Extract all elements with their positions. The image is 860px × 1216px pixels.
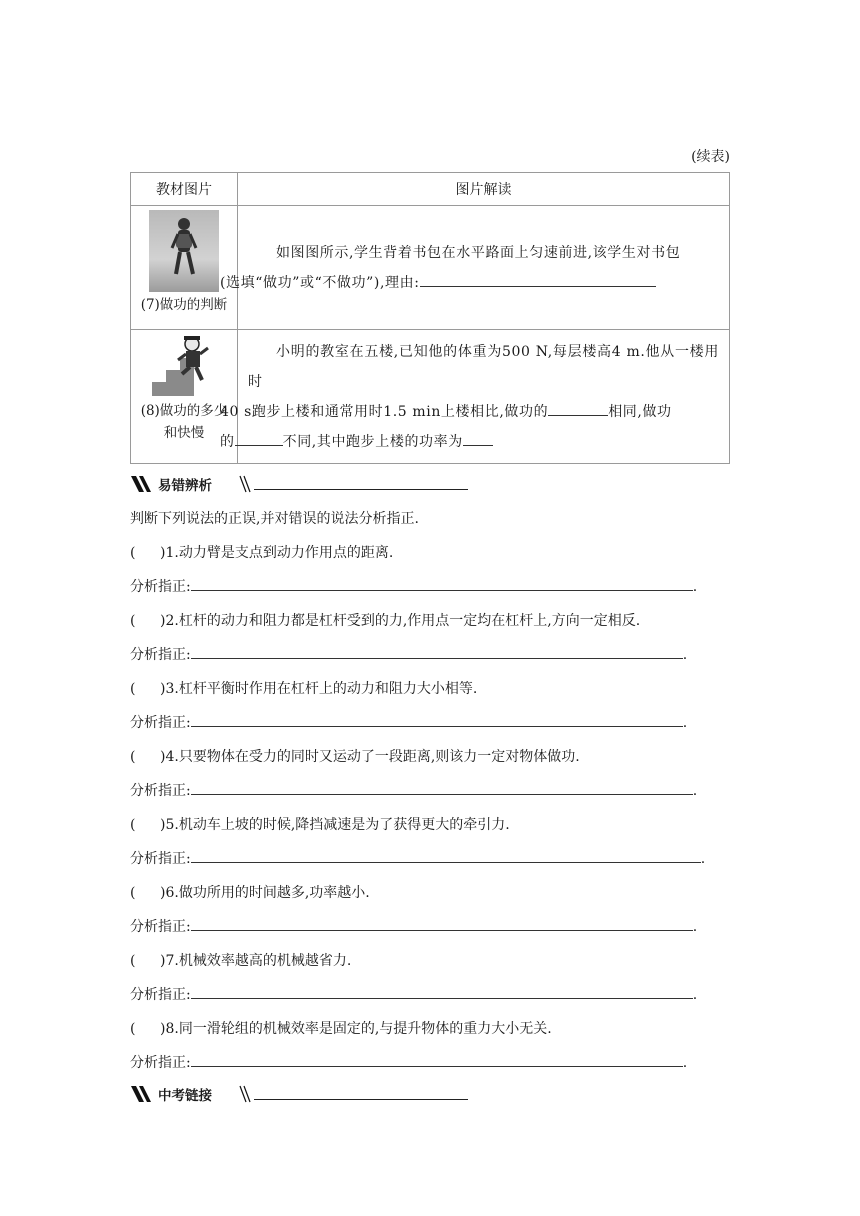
analysis-blank[interactable]: [191, 712, 683, 727]
table-row: [131, 330, 730, 464]
text-part: 不同,其中跑步上楼的功率为: [282, 433, 463, 450]
statement-item-6: [130, 882, 370, 902]
answer-blank[interactable]: [463, 431, 493, 446]
period: .: [692, 579, 698, 595]
analysis-line-5: [130, 848, 705, 868]
answer-blank[interactable]: [235, 431, 283, 446]
figure-caption-line2: 和快慢: [163, 425, 205, 441]
analysis-label: 分析指正:: [130, 647, 191, 663]
interpretation-cell: [220, 206, 730, 330]
interpretation-cell: [220, 330, 730, 464]
analysis-line-4: [130, 780, 697, 800]
analysis-label: 分析指正:: [130, 1055, 191, 1071]
stairs-figure: [150, 334, 218, 398]
statement-text: )5.机动车上坡的时候,降挡减速是为了获得更大的牵引力.: [160, 817, 510, 833]
boy-running-stairs-image: [150, 334, 218, 398]
statement-text: )6.做功所用的时间越多,功率越小.: [160, 885, 370, 901]
continued-label: (续表): [691, 149, 730, 165]
statement-item-7: [130, 950, 351, 970]
instructions: 判断下列说法的正误,并对错误的说法分析指正.: [130, 511, 419, 527]
statement-item-1: [130, 542, 393, 562]
statement-item-5: [130, 814, 510, 834]
analysis-line-1: [130, 576, 697, 596]
header-image-interpretation: 图片解读: [238, 173, 730, 206]
section-title: 易错辨析: [158, 478, 212, 494]
analysis-label: 分析指正:: [130, 783, 191, 799]
analysis-label: 分析指正:: [130, 715, 191, 731]
walking-student-figure: [149, 210, 219, 292]
analysis-label: 分析指正:: [130, 579, 191, 595]
double-slash-icon: [238, 475, 252, 493]
statement-item-4: [130, 746, 580, 766]
statement-text: )7.机械效率越高的机械越省力.: [160, 953, 352, 969]
analysis-blank[interactable]: [191, 644, 683, 659]
analysis-line-2: [130, 644, 687, 664]
statement-item-2: [130, 610, 640, 630]
analysis-line-6: [130, 916, 697, 936]
figure-caption-line1: (8)做功的多少: [140, 403, 228, 419]
statement-text: )2.杠杆的动力和阻力都是杠杆受到的力,作用点一定均在杠杆上,方向一定相反.: [160, 613, 641, 629]
analysis-label: 分析指正:: [130, 987, 191, 1003]
answer-paren[interactable]: (: [130, 817, 136, 833]
answer-paren[interactable]: (: [130, 1021, 136, 1037]
text-part: 40 s跑步上楼和通常用时1.5 min上楼相比,做功的: [220, 403, 549, 420]
text-part: 的: [220, 433, 235, 450]
answer-blank[interactable]: [548, 401, 608, 416]
text-part: 小明的教室在五楼,已知他的体重为500 N,每层楼高4 m.他从一楼用时: [248, 343, 719, 390]
text-part: 如图图所示,学生背着书包在水平路面上匀速前进,该学生对书包: [276, 244, 681, 261]
section-marker-icon: [130, 475, 152, 493]
interpretation-text: [220, 238, 719, 298]
header-textbook-image: 教材图片: [131, 173, 238, 206]
table-header-row: [131, 173, 730, 206]
text-part: (选填“做功”或“不做功”),理由:: [220, 274, 420, 291]
double-slash-icon: [238, 1085, 252, 1103]
answer-paren[interactable]: (: [130, 681, 136, 697]
answer-paren[interactable]: (: [130, 545, 136, 561]
answer-paren[interactable]: (: [130, 613, 136, 629]
statement-text: )4.只要物体在受力的同时又运动了一段距离,则该力一定对物体做功.: [160, 749, 580, 765]
period: .: [692, 783, 698, 799]
table-row: [131, 206, 730, 330]
section-marker-icon: [130, 1085, 152, 1103]
period: .: [682, 647, 688, 663]
text-part: 相同,做功: [608, 403, 672, 420]
textbook-figure-table: [130, 172, 730, 464]
section-header-exam-link: [130, 1084, 468, 1104]
analysis-blank[interactable]: [191, 984, 693, 999]
figure-caption: (7)做功的判断: [140, 297, 228, 313]
analysis-blank[interactable]: [191, 1052, 683, 1067]
section-rule: [254, 479, 468, 490]
analysis-line-3: [130, 712, 687, 732]
statement-item-3: [130, 678, 477, 698]
analysis-blank[interactable]: [191, 780, 693, 795]
period: .: [682, 1055, 688, 1071]
answer-paren[interactable]: (: [130, 953, 136, 969]
answer-blank[interactable]: [420, 272, 656, 287]
figure-cell: [131, 206, 238, 330]
answer-paren[interactable]: (: [130, 885, 136, 901]
section-rule: [254, 1089, 468, 1100]
answer-paren[interactable]: (: [130, 749, 136, 765]
analysis-line-7: [130, 984, 697, 1004]
statement-text: )1.动力臂是支点到动力作用点的距离.: [160, 545, 394, 561]
analysis-blank[interactable]: [191, 916, 693, 931]
statement-text: )3.杠杆平衡时作用在杠杆上的动力和阻力大小相等.: [160, 681, 478, 697]
interpretation-text: [220, 337, 719, 457]
section-title: 中考链接: [158, 1088, 212, 1104]
period: .: [682, 715, 688, 731]
statement-text: )8.同一滑轮组的机械效率是固定的,与提升物体的重力大小无关.: [160, 1021, 552, 1037]
analysis-line-8: [130, 1052, 687, 1072]
period: .: [700, 851, 706, 867]
student-with-backpack-image: [149, 210, 219, 292]
analysis-label: 分析指正:: [130, 919, 191, 935]
statement-item-8: [130, 1018, 552, 1038]
period: .: [692, 987, 698, 1003]
section-header-error-analysis: [130, 474, 468, 494]
analysis-blank[interactable]: [191, 576, 693, 591]
analysis-blank[interactable]: [191, 848, 701, 863]
period: .: [692, 919, 698, 935]
analysis-label: 分析指正:: [130, 851, 191, 867]
